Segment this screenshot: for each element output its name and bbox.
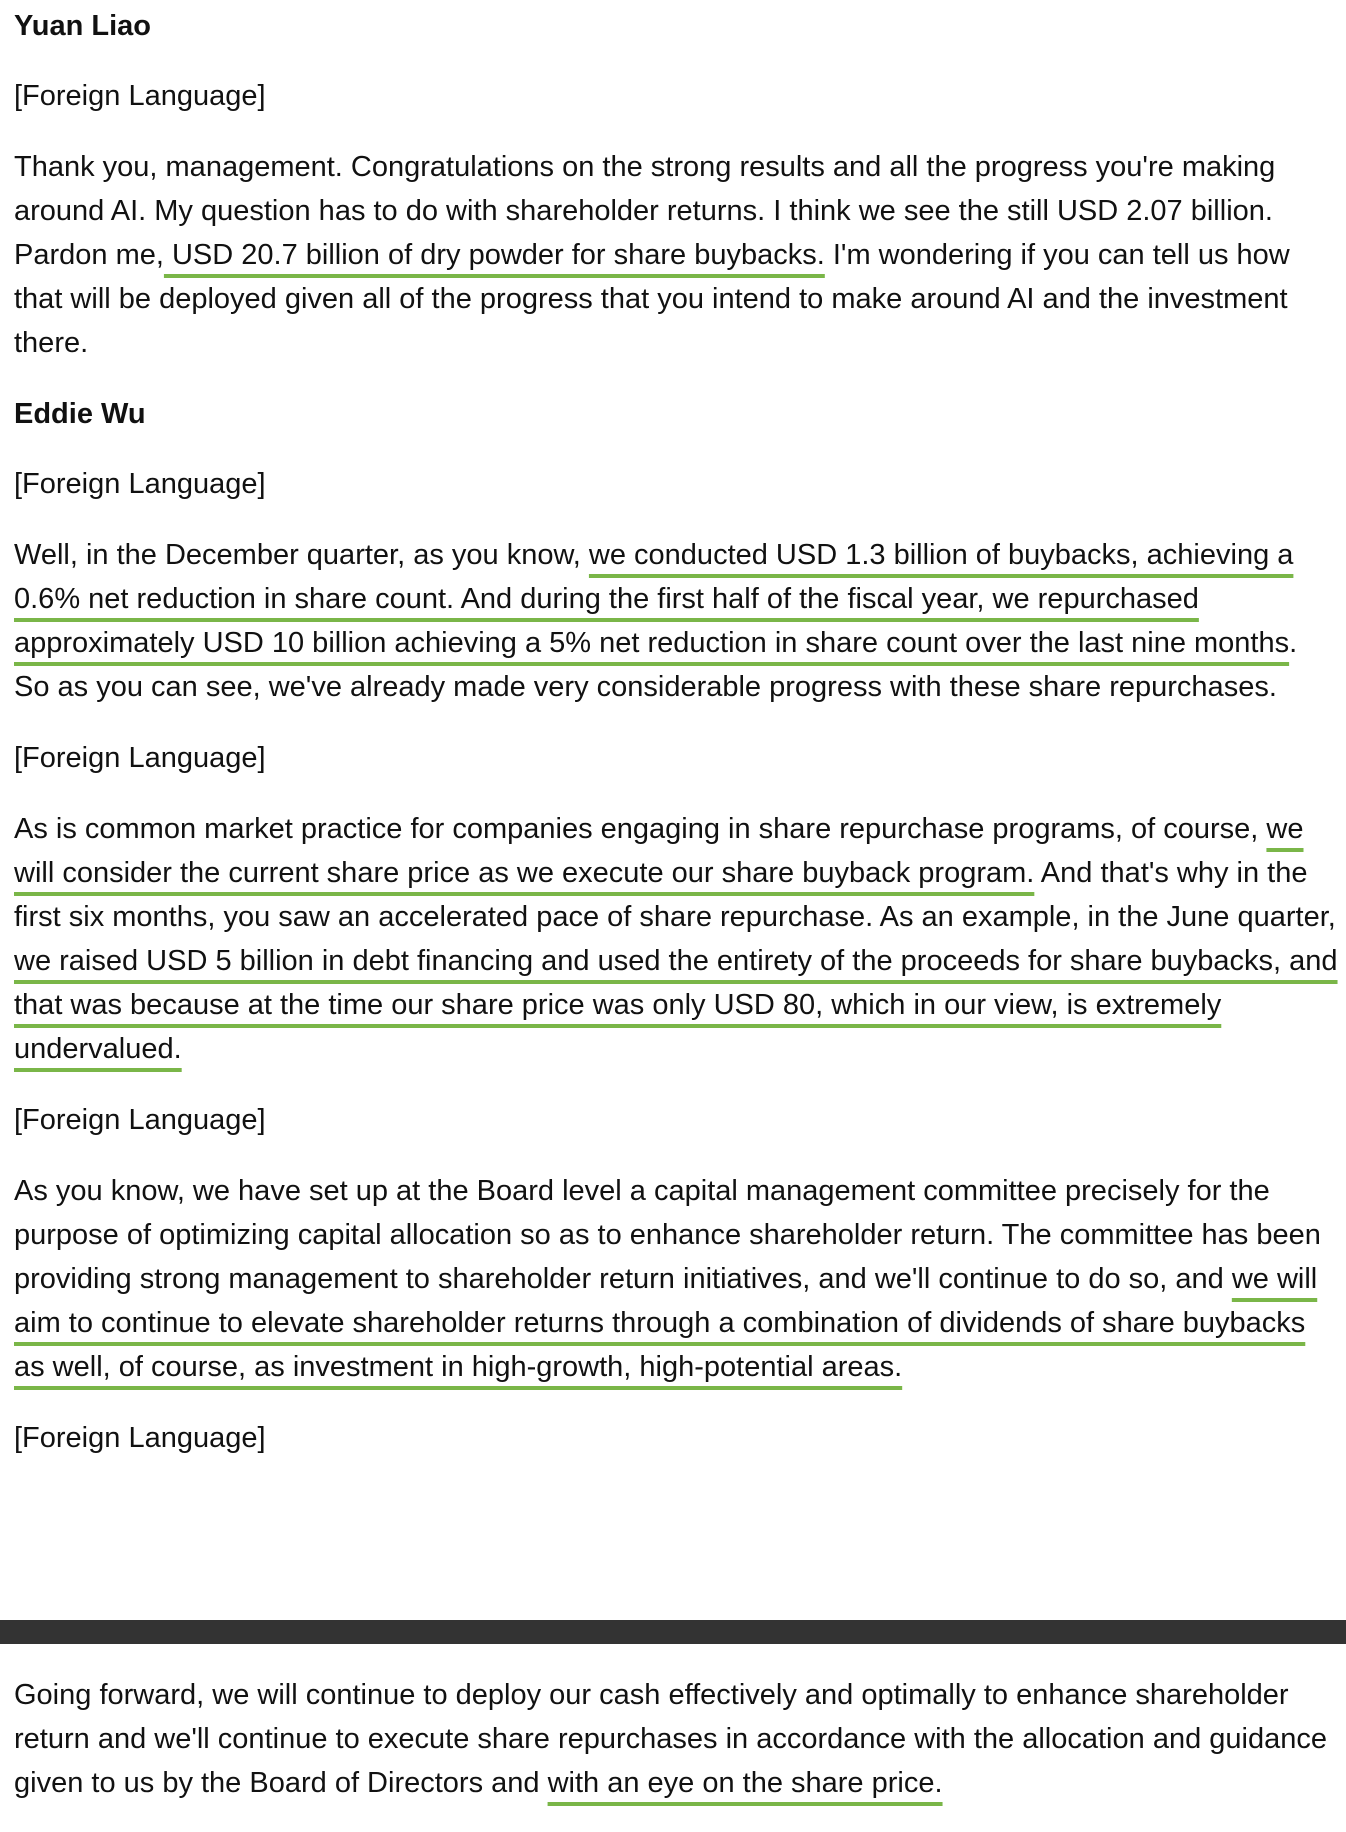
answer-paragraph [14, 533, 1339, 709]
text-segment: I'm wondering if you can tell us how that will be deployed given all of the progress that you intend to make around AI and the investment there. [14, 239, 1290, 359]
highlighted-text: we raised USD 5 billion in debt financing and used the entirety of the proceeds for share buybacks, and that was because at the time our share price was only USD 80, which in our view, is extremely undervalued. [14, 945, 1338, 1065]
text-segment: And that's why in the first six months, you saw an accelerated pace of share repurchase. As an example, in the June quarter, [14, 857, 1336, 933]
foreign-language-marker: [Foreign Language] [14, 468, 266, 500]
highlighted-text: we will consider the current share price as we execute our share buyback program. [14, 813, 1304, 889]
question-paragraph [14, 145, 1339, 365]
highlighted-text: USD 20.7 billion of dry powder for share buybacks. [163, 239, 825, 271]
foreign-language-marker: [Foreign Language] [14, 1422, 266, 1454]
section-divider [0, 1620, 1346, 1644]
highlighted-text: we will aim to continue to elevate shareholder returns through a combination of dividends of share buybacks as well, of course, as investment in high-growth, high-potential areas. [14, 1263, 1318, 1383]
text-segment: Thank you, management. Congratulations on the strong results and all the progress you're making around AI. My question has to do with shareholder returns. I think we see the still USD 2.07 billion. Pardon me, [14, 151, 1276, 271]
transcript-continuation [14, 1673, 1339, 1832]
foreign-language-marker: [Foreign Language] [14, 1104, 266, 1136]
text-segment: Well, in the December quarter, as you know, [14, 539, 589, 571]
text-segment: Going forward, we will continue to deploy our cash effectively and optimally to enhance shareholder return and we'll continue to execute share repurchases in accordance with the allocation and guidance given to us by the Board of Directors and [14, 1679, 1327, 1799]
answer-paragraph [14, 807, 1339, 1071]
speaker-name-eddie-wu: Eddie Wu [14, 398, 146, 430]
highlighted-text: with an eye on the share price. [547, 1767, 943, 1799]
transcript-body [14, 0, 1339, 1487]
answer-paragraph [14, 1673, 1339, 1805]
answer-paragraph [14, 1169, 1339, 1389]
foreign-language-marker: [Foreign Language] [14, 80, 266, 112]
text-segment: As is common market practice for companies engaging in share repurchase programs, of course, [14, 813, 1267, 845]
text-segment: . So as you can see, we've already made very considerable progress with these share repurchases. [14, 627, 1298, 703]
text-segment: As you know, we have set up at the Board level a capital management committee precisely for the purpose of optimizing capital allocation so as to enhance shareholder return. The committee has been providing strong management to shareholder return initiatives, and we'll continue to do so, and [14, 1175, 1321, 1295]
highlighted-text: we conducted USD 1.3 billion of buybacks, achieving a 0.6% net reduction in share count. And during the first half of the fiscal year, we repurchased approximately USD 10 billion achieving a 5% net reduction in share count over the last nine months [14, 539, 1294, 659]
foreign-language-marker: [Foreign Language] [14, 742, 266, 774]
speaker-name-yuan-liao: Yuan Liao [14, 10, 151, 42]
